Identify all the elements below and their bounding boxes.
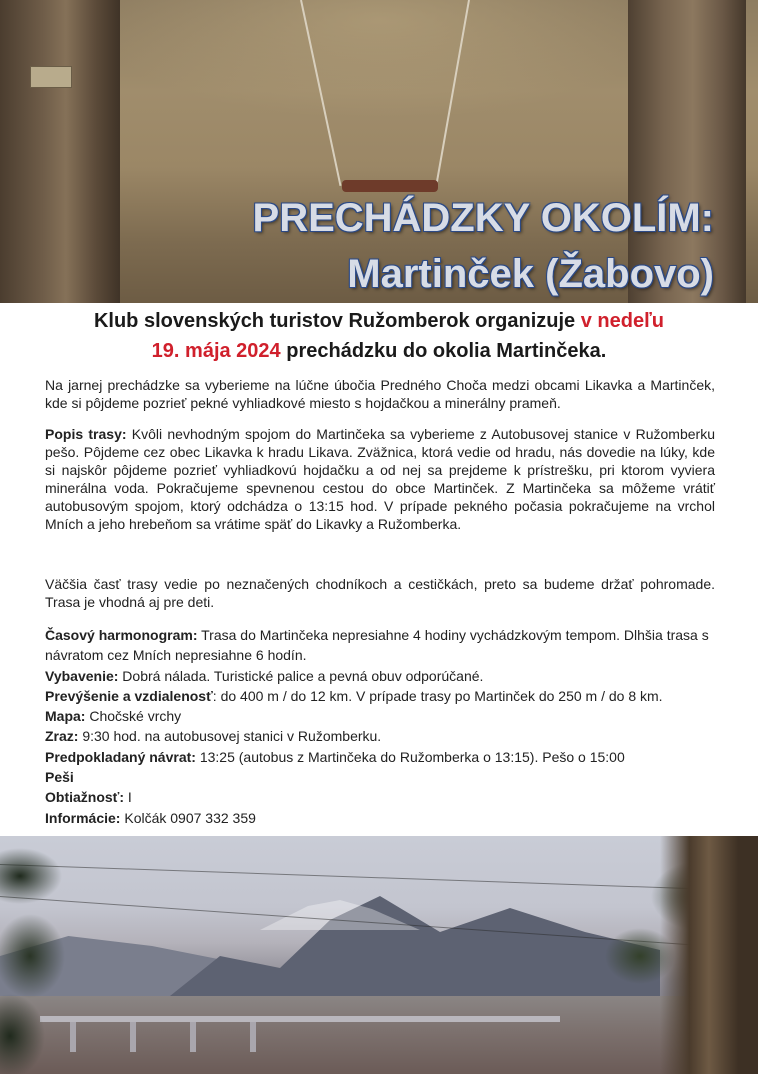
- info-label: Peši: [45, 769, 74, 786]
- valley-town: [0, 996, 758, 1074]
- info-label: Prevýšenie a vzdialenosť: [45, 687, 213, 704]
- info-value: I: [124, 789, 132, 806]
- info-item-meeting: [45, 726, 725, 746]
- info-item-map: [45, 706, 725, 726]
- tree-trunk-left: [0, 0, 120, 303]
- hero-title-line2: Martinček (Žabovo): [347, 252, 714, 296]
- bridge-pillar: [130, 1022, 136, 1052]
- headline-event: prechádzku do okolia Martinčeka.: [280, 340, 607, 362]
- info-value: Trasa do Martinčeka nepresiahne 4 hodiny vychádzkovým tempom. Dlhšia trasa s návratom cez Mních nepresiahne 6 hodín.: [45, 627, 709, 664]
- tree-sign: [30, 66, 72, 88]
- info-label: Obtiažnosť:: [45, 789, 125, 806]
- note-paragraph: Väčšia časť trasy vedie po neznačených chodníkoch a cestičkách, preto sa budeme držať pohromade. Trasa je vhodná aj pre deti.: [45, 576, 715, 610]
- swing-rope-right: [436, 0, 470, 182]
- hero-title-line1: PRECHÁDZKY OKOLÍM:: [252, 196, 714, 240]
- headline-day: v nedeľu: [580, 310, 665, 332]
- info-item-walk: [45, 767, 725, 787]
- info-label: Zraz:: [45, 728, 79, 745]
- mountain-range: [160, 884, 660, 1004]
- intro-paragraph: Na jarnej prechádzke sa vyberieme na lúčne úbočia Predného Choča medzi obcami Likavka a Martinček, kde si pôjdeme pozrieť pekné vyhliadkové miesto s hojdačkou a minerálny prameň.: [45, 377, 715, 411]
- route-paragraph: [45, 425, 715, 533]
- info-item-return: [45, 747, 725, 767]
- headline-date: 19. mája 2024: [151, 340, 281, 362]
- info-value: Kolčák 0907 332 359: [120, 809, 256, 826]
- info-item-contact: [45, 808, 725, 828]
- info-label: Mapa:: [45, 708, 86, 725]
- landscape-photo: [0, 836, 758, 1074]
- info-label: Informácie:: [45, 809, 121, 826]
- info-value: Dobrá nálada. Turistické palice a pevná obuv odporúčané.: [118, 667, 484, 684]
- info-list: [45, 625, 725, 828]
- info-value: Chočské vrchy: [85, 708, 182, 725]
- headline-organizer: Klub slovenských turistov Ružomberok organizuje: [93, 310, 581, 332]
- hero-photo: [0, 0, 758, 303]
- bridge-pillar: [250, 1022, 256, 1052]
- route-label: Popis trasy:: [45, 426, 127, 442]
- info-value: : do 400 m / do 12 km. V prípade trasy po Martinček do 250 m / do 8 km.: [212, 687, 663, 704]
- info-value: 9:30 hod. na autobusovej stanici v Ružomberku.: [78, 728, 382, 745]
- swing-rope-left: [300, 0, 341, 186]
- bridge-pillar: [190, 1022, 196, 1052]
- route-text: Kvôli nevhodným spojom do Martinčeka sa vyberieme z Autobusovej stanice v Ružomberku pešo. Pôjdeme cez obec Likavka k hradu Likava. Zväžnica, ktorá vedie od hradu, nás dovedie na lúky, kde si najskôr pôjdeme pozrieť vyhliadkovú hojdačku a od nej sa prejdeme k prístrešku, pri ktorom vyviera minerálna voda. Pokračujeme spevnenou cestou do obce Martinček. Z Martinčeka sa môžeme vrátiť autobusovým spojom, ktorý odchádza o 13:15 hod. V prípade pekného počasia pokračujeme na vrchol Mních a jeho hrebeňom sa vrátime späť do Likavky a Ružomberka.: [45, 426, 715, 532]
- info-label: Časový harmonogram:: [45, 627, 198, 643]
- info-label: Vybavenie:: [45, 667, 119, 684]
- bridge: [40, 1016, 560, 1022]
- info-item-difficulty: [45, 787, 725, 807]
- headline: [0, 306, 758, 366]
- info-label: Predpokladaný návrat:: [45, 748, 196, 765]
- pine-trunk-right: [660, 836, 758, 1074]
- info-item-elevation: [45, 686, 725, 706]
- pine-tree-left: [0, 836, 70, 1074]
- info-item-schedule: [45, 625, 725, 666]
- swing-seat: [342, 180, 438, 192]
- bridge-pillar: [70, 1022, 76, 1052]
- info-item-equipment: [45, 666, 725, 686]
- info-value: 13:25 (autobus z Martinčeka do Ružomberka o 13:15). Pešo o 15:00: [195, 748, 625, 765]
